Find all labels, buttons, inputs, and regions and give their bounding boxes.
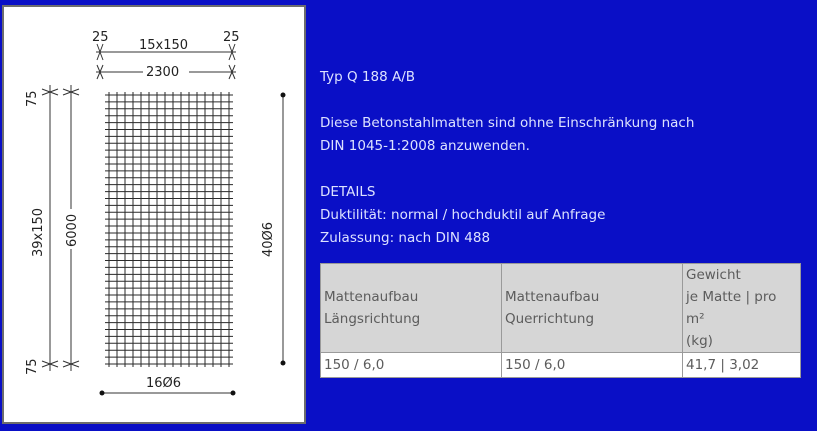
type-line: Typ Q 188 A/B (320, 69, 416, 85)
cross-bars-label: 16Ø6 (146, 376, 182, 391)
ductility-line: Duktilität: normal / hochduktil auf Anfrage (320, 207, 606, 223)
table-row (321, 353, 801, 378)
mesh-grid (105, 92, 233, 367)
top-spacing-label: 15x150 (139, 38, 189, 53)
left-spacing-label: 39x150 (31, 207, 46, 257)
header-longitudinal: Mattenaufbau Längsrichtung (321, 264, 502, 353)
details-heading: DETAILS (320, 184, 376, 200)
header-weight: Gewicht je Matte | pro m² (kg) (683, 264, 801, 353)
spec-table (320, 263, 801, 378)
cell-weight: 41,7 | 3,02 (683, 353, 801, 378)
approval-line: Zulassung: nach DIN 488 (320, 230, 491, 246)
cell-longitudinal: 150 / 6,0 (321, 353, 502, 378)
header-transverse: Mattenaufbau Querrichtung (502, 264, 683, 353)
length-dimension-label: 6000 (65, 213, 80, 247)
left-top-overhang-label: 75 (25, 90, 40, 107)
product-info (320, 66, 804, 250)
cell-transverse: 150 / 6,0 (502, 353, 683, 378)
table-header-row (321, 264, 801, 353)
left-bottom-overhang-label: 75 (25, 358, 40, 375)
description-line-2: DIN 1045-1:2008 anzuwenden. (320, 138, 530, 154)
top-right-overhang-label: 25 (223, 30, 240, 45)
longitudinal-bars-label: 40Ø6 (261, 221, 276, 257)
width-dimension-label: 2300 (146, 65, 180, 80)
mesh-drawing (2, 5, 306, 424)
top-left-overhang-label: 25 (92, 30, 109, 45)
description-line-1: Diese Betonstahlmatten sind ohne Einschränkung nach (320, 115, 695, 131)
